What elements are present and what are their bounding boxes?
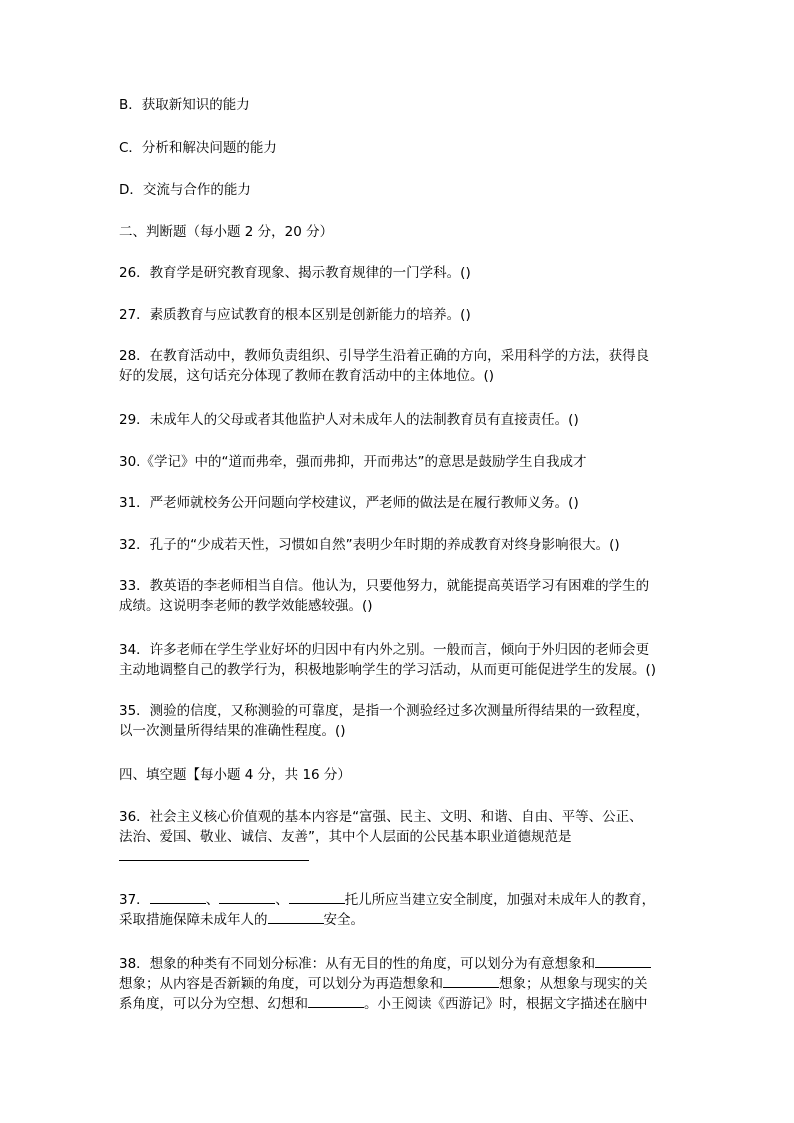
question-34-line1: 34．许多老师在学生学业好坏的归因中有内外之别。一般而言，倾向于外归因的老师会更 bbox=[119, 642, 650, 658]
section-heading-judge: 二、判断题（每小题 2 分，20 分） bbox=[119, 224, 334, 240]
question-38-line1 bbox=[119, 955, 651, 972]
question-36-line2: 法治、爱国、敬业、诚信、友善”，其中个人层面的公民基本职业道德规范是 bbox=[119, 829, 572, 845]
option-b: B．获取新知识的能力 bbox=[119, 97, 250, 113]
question-38-line2 bbox=[119, 975, 648, 992]
question-38-line3 bbox=[119, 995, 648, 1012]
question-38-text: 想象；从内容是否新颖的角度，可以划分为再造想象和 bbox=[119, 976, 443, 992]
question-35-line1: 35．测验的信度，又称测验的可靠度，是指一个测验经过多次测量所得结果的一致程度， bbox=[119, 703, 650, 719]
section-heading-fill: 四、填空题【每小题 4 分，共 16 分） bbox=[119, 767, 351, 783]
answer-blank bbox=[219, 891, 275, 904]
question-38-text: 系角度，可以分为空想、幻想和 bbox=[119, 996, 308, 1012]
question-37-text: 安全。 bbox=[323, 912, 364, 928]
question-33-line2: 成绩。这说明李老师的教学效能感较强。() bbox=[119, 598, 373, 614]
question-37-text: 采取措施保障未成年人的 bbox=[119, 912, 268, 928]
separator: 、 bbox=[205, 892, 220, 908]
option-d: D．交流与合作的能力 bbox=[119, 182, 251, 198]
answer-blank-36 bbox=[119, 860, 309, 861]
question-33-line1: 33．教英语的李老师相当自信。他认为，只要他努力，就能提高英语学习有困难的学生的 bbox=[119, 578, 650, 594]
question-38-text: 。小王阅读《西游记》时，根据文字描述在脑中 bbox=[364, 996, 648, 1012]
question-26: 26．教育学是研究教育现象、揭示教育规律的一门学科。() bbox=[119, 265, 471, 281]
answer-blank bbox=[289, 891, 345, 904]
question-37-number: 37． bbox=[119, 892, 150, 908]
answer-blank bbox=[150, 891, 206, 904]
question-38-text: 38．想象的种类有不同划分标准：从有无目的性的角度，可以划分为有意想象和 bbox=[119, 956, 596, 972]
question-32: 32．孔子的“少成若天性，习惯如自然”表明少年时期的养成教育对终身影响很大。() bbox=[119, 537, 620, 553]
question-35-line2: 以一次测量所得结果的准确性程度。() bbox=[119, 723, 346, 739]
question-36-line1: 36．社会主义核心价值观的基本内容是“富强、民主、文明、和谐、自由、平等、公正、 bbox=[119, 809, 643, 825]
answer-blank bbox=[268, 911, 324, 924]
option-c: C．分析和解决问题的能力 bbox=[119, 140, 277, 156]
question-34-line2: 主动地调整自己的教学行为，积极地影响学生的学习活动，从而更可能促进学生的发展。() bbox=[119, 662, 657, 678]
answer-blank bbox=[308, 995, 364, 1008]
question-28-line1: 28．在教育活动中，教师负责组织、引导学生沿着正确的方向，采用科学的方法，获得良 bbox=[119, 348, 650, 364]
question-31: 31．严老师就校务公开问题向学校建议，严老师的做法是在履行教师义务。() bbox=[119, 495, 579, 511]
question-28-line2: 好的发展，这句话充分体现了教师在教育活动中的主体地位。() bbox=[119, 368, 495, 384]
answer-blank bbox=[443, 975, 499, 988]
separator: 、 bbox=[275, 892, 289, 908]
answer-blank bbox=[595, 955, 651, 968]
question-30: 30.《学记》中的“道而弗牵，强而弗抑，开而弗达”的意思是鼓励学生自我成才 bbox=[119, 454, 587, 470]
question-37-line2 bbox=[119, 911, 364, 928]
question-37-text: 托儿所应当建立安全制度，加强对未成年人的教育， bbox=[344, 892, 656, 908]
question-27: 27．素质教育与应试教育的根本区别是创新能力的培养。() bbox=[119, 307, 471, 323]
question-37-line1 bbox=[119, 891, 655, 908]
question-29: 29．未成年人的父母或者其他监护人对未成年人的法制教育员有直接责任。() bbox=[119, 412, 579, 428]
question-38-text: 想象；从想象与现实的关 bbox=[499, 976, 648, 992]
